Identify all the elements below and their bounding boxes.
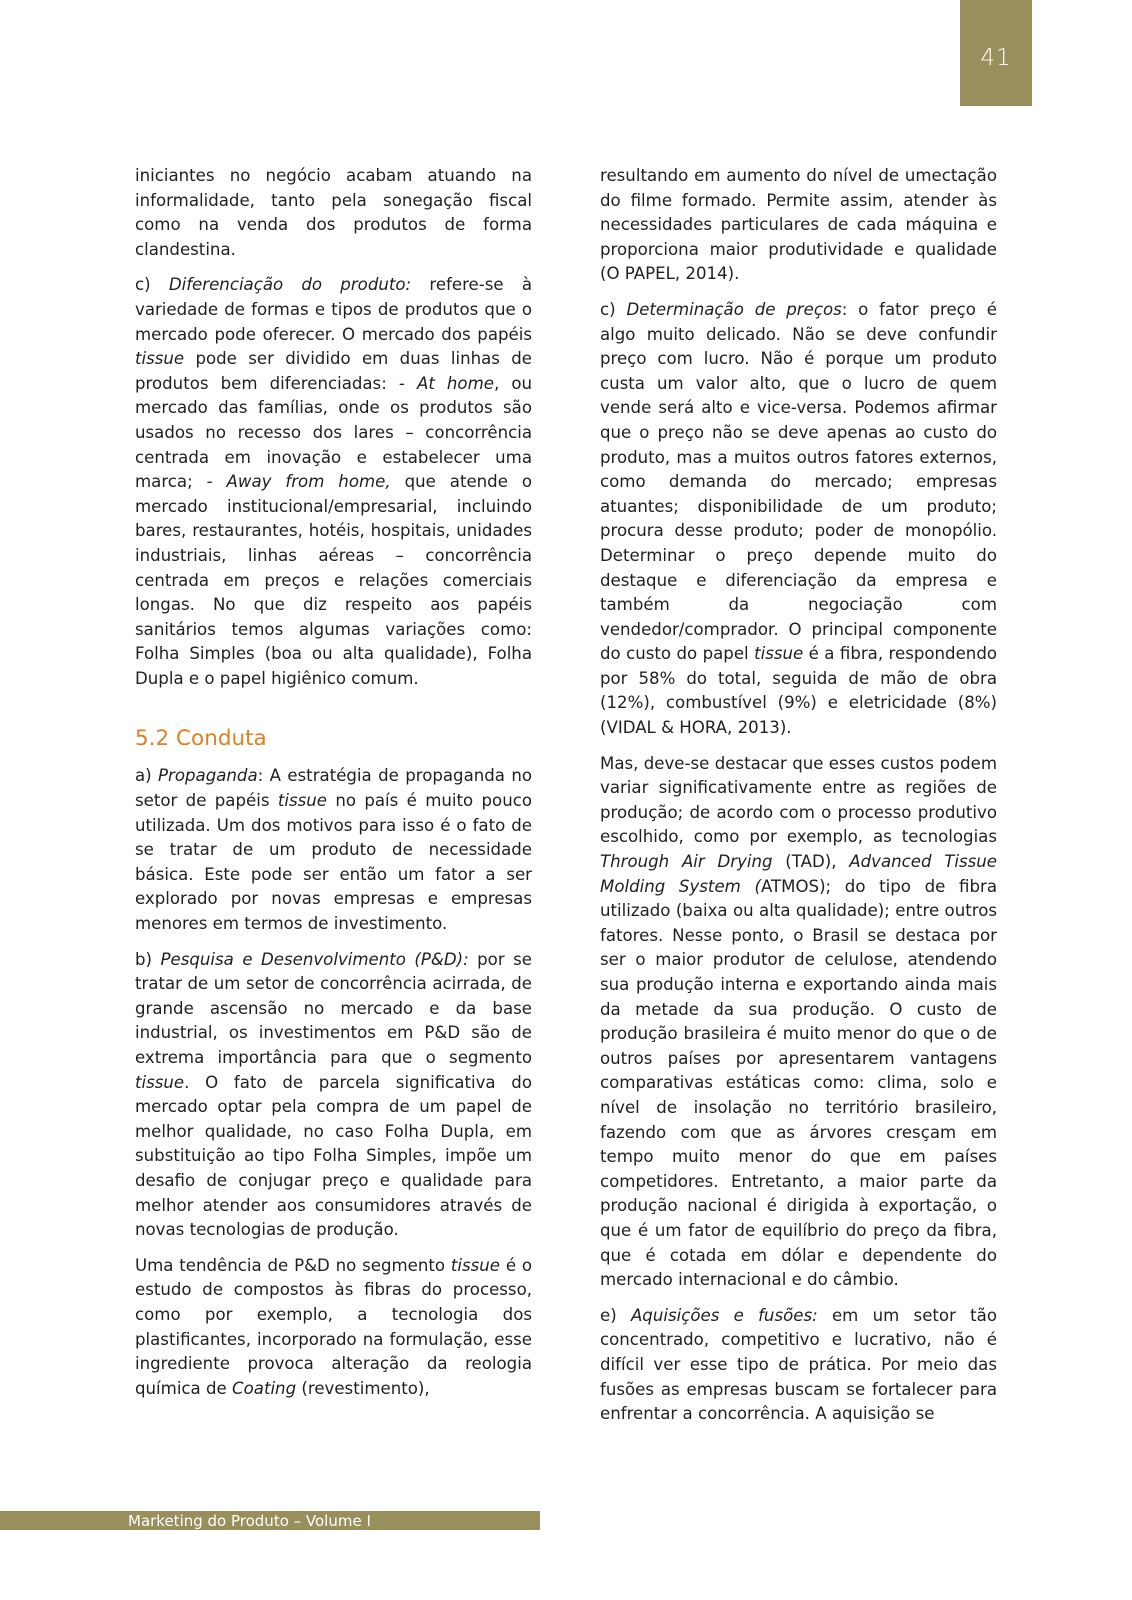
term: Propaganda xyxy=(158,766,258,786)
italic-term: tissue xyxy=(450,1255,500,1275)
paragraph: iniciantes no negócio acabam atuando na informalidade, tanto pela sonegação fiscal como na venda dos produtos de forma clandestina. xyxy=(135,166,532,259)
text: em um setor tão concentrado, competitivo e lucrativo, não é difícil ver esse tipo de prática. Por meio das fusões as empresas buscam se fortalecer para enfrentar a concorrência. A aquisição se xyxy=(600,1305,997,1424)
term: Pesquisa e Desenvolvimento (P&D): xyxy=(160,949,469,969)
section-heading: 5.2 Conduta xyxy=(135,726,267,752)
page-number: 41 xyxy=(980,45,1012,71)
italic-term: At home xyxy=(416,373,494,393)
paragraph-aquisicoes xyxy=(600,1304,997,1427)
list-marker: c) xyxy=(600,299,627,319)
text: refere-se à variedade de formas e tipos de produtos que o mercado pode oferecer. O mercado dos papéis xyxy=(135,275,532,344)
italic-term: tissue xyxy=(135,1072,185,1092)
italic-term: Through Air Drying xyxy=(600,852,773,872)
term: Aquisições e fusões: xyxy=(630,1305,818,1325)
text: . O fato de parcela significativa do mercado optar pela compra de um papel de melhor qualidade, no caso Folha Dupla, em substituição ao tipo Folha Simples, impõe um desafio de conjugar preço e qualidade para melhor atender aos consumidores através de novas tecnologias de produção. xyxy=(135,1072,532,1240)
text: que atende o mercado institucional/empresarial, incluindo bares, restaurantes, hotéis, hospitais, unidades industriais, linhas aéreas – concorrência centrada em preços e relações comerciais longas. No que diz respeito aos papéis sanitários temos algumas variações como: Folha Simples (boa ou alta qualidade), Folha Dupla e o papel higiênico comum. xyxy=(135,472,533,688)
text: Uma tendência de P&D no segmento xyxy=(135,1255,451,1275)
paragraph-custos xyxy=(600,752,997,1293)
italic-term: Advanced Tissue Molding System ( xyxy=(600,852,997,896)
italic-term: tissue xyxy=(135,349,185,369)
text: é a fibra, respondendo por 58% do total, seguida de mão de obra (12%), combustível (9%) e eletricidade (8%) (VIDAL & HORA, 2013). xyxy=(600,644,998,738)
left-column xyxy=(135,164,532,1412)
footer-bar xyxy=(0,1511,540,1530)
paragraph-pesquisa xyxy=(135,948,532,1243)
footer-title: Marketing do Produto – Volume I xyxy=(128,1512,371,1530)
text: Mas, deve-se destacar que esses custos podem variar significativamente entre as regiões de produção; de acordo com o processo produtivo escolhido, como por exemplo, as tecnologias xyxy=(600,753,997,847)
text: : A estratégia de propaganda no setor de papéis xyxy=(135,766,533,811)
italic-term: Away from home, xyxy=(226,472,391,492)
paragraph-propaganda xyxy=(135,764,532,936)
text: no país é muito pouco utilizada. Um dos motivos para isso é o fato de se tratar de um produto de necessidade básica. Este pode ser então um fator a ser explorado por novas empresas e empresas menores em termos de investimento. xyxy=(135,791,533,934)
italic-term: tissue xyxy=(754,644,804,664)
term: Diferenciação do produto: xyxy=(168,275,412,295)
text: (revestimento), xyxy=(296,1378,430,1398)
list-marker: a) xyxy=(135,766,159,786)
list-marker: c) xyxy=(135,275,169,295)
text: (TAD), xyxy=(772,852,850,872)
list-marker: b) xyxy=(135,949,161,969)
term: Determinação de preços xyxy=(626,299,842,319)
italic-term: Coating xyxy=(232,1378,297,1398)
text: , ou mercado das famílias, onde os produtos são usados no recesso dos lares – concorrência centrada em inovação e estabelecer uma marca; - xyxy=(135,373,532,492)
paragraph-tendencia xyxy=(135,1254,532,1402)
text: pode ser dividido em duas linhas de produtos bem diferenciadas: - xyxy=(135,349,532,393)
italic-term: tissue xyxy=(277,791,327,811)
paragraph-diferenciacao xyxy=(135,273,532,691)
text: ATMOS); do tipo de fibra utilizado (baixa ou alta qualidade); entre outros fatores. Nesse ponto, o Brasil se destaca por ser o maior produtor de celulose, atendendo sua produção interna e exportando ainda mais da metade da sua produção. O custo de produção brasileira é muito menor do que o de outros países por apresentarem vantagens comparativas estáticas como: clima, solo e nível de insolação no território brasileiro, fazendo com que as árvores cresçam em tempo muito menor do que em países competidores. Entretanto, a maior parte da produção nacional é dirigida à exportação, o que é um fator de equilíbrio do preço da fibra, que é cotada em dólar e dependente do mercado internacional e do câmbio. xyxy=(600,876,997,1290)
text: por se tratar de um setor de concorrência acirrada, de grande ascensão no mercado e da base industrial, os investimentos em P&D são de extrema importância para que o segmento xyxy=(135,949,532,1067)
text: é o estudo de compostos às fibras do processo, como por exemplo, a tecnologia dos plastificantes, incorporado na formulação, esse ingrediente provoca alteração da reologia química de xyxy=(135,1255,532,1398)
paragraph-precos xyxy=(600,298,997,741)
paragraph: resultando em aumento do nível de umectação do filme formado. Permite assim, atender às necessidades particulares de cada máquina e proporciona maior produtividade e qualidade (O PAPEL, 2014). xyxy=(600,166,997,284)
right-column xyxy=(600,164,997,1438)
list-marker: e) xyxy=(600,1305,631,1325)
page-number-tab xyxy=(960,0,1032,106)
text: : o fator preço é algo muito delicado. Não se deve confundir preço com lucro. Não é porque um produto custa um valor alto, que o lucro de quem vende será alto e vice-versa. Podemos afirmar que o preço não se deve apenas ao custo do produto, mas a muitos outros fatores externos, como demanda do mercado; empresas atuantes; disponibilidade de um produto; procura desse produto; poder de monopólio. Determinar o preço depende muito do destaque e diferenciação da empresa e também da negociação com vendedor/comprador. O principal componente do custo do papel xyxy=(600,299,997,664)
